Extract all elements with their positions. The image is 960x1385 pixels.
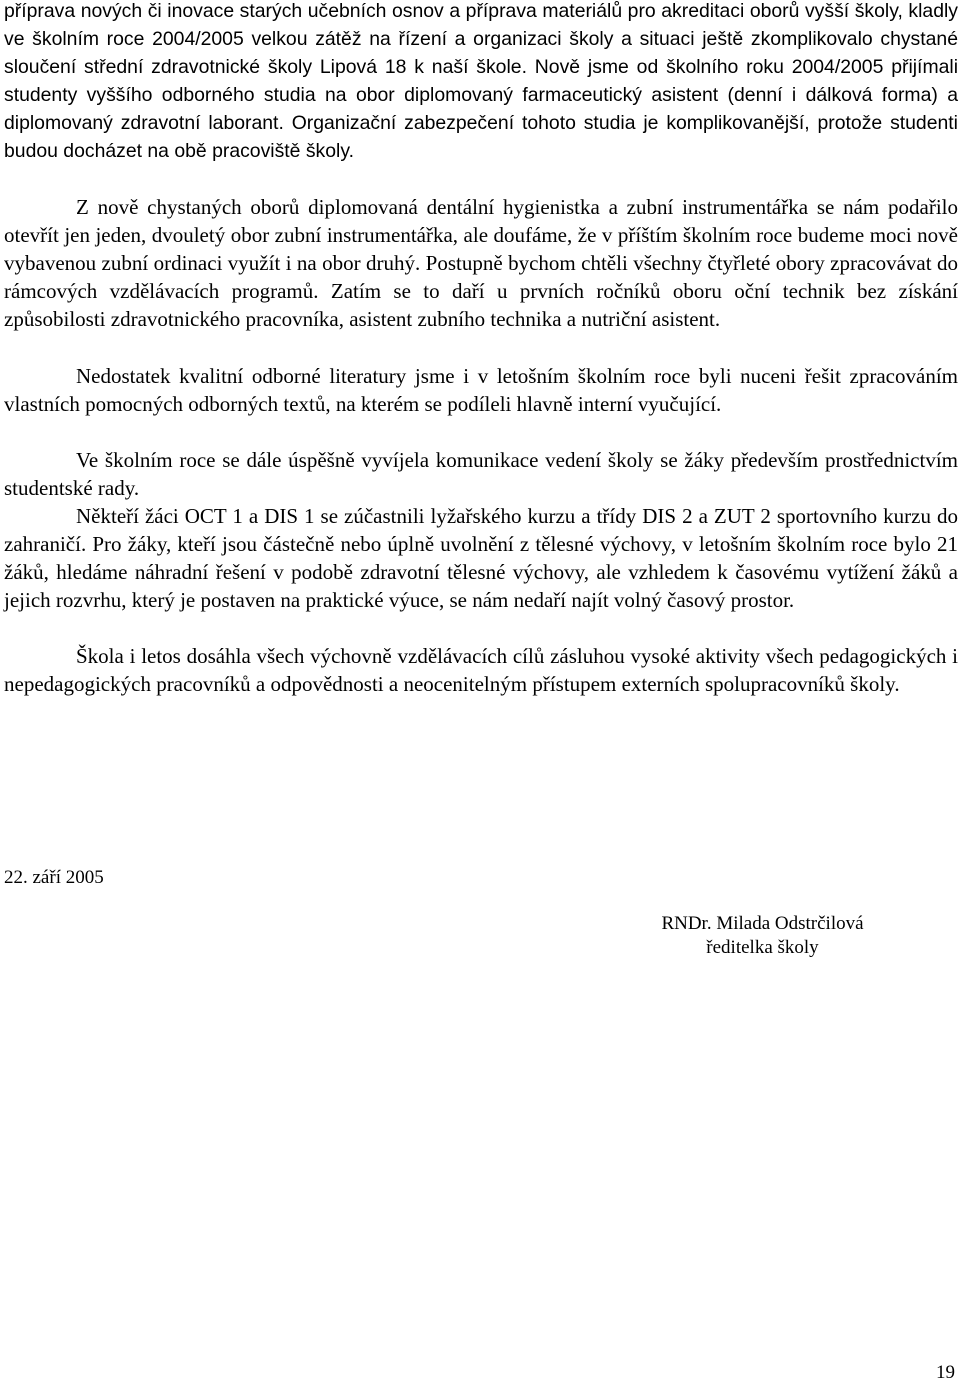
signatory-role: ředitelka školy [706, 937, 819, 958]
paragraph-5: Někteří žáci OCT 1 a DIS 1 se zúčastnili lyžařského kurzu a třídy DIS 2 a ZUT 2 sportovního kurzu do zahraničí. Pro žáky, kteří jsou částečně nebo úplně uvolnění z tělesné výchovy, v letošním školním roce bylo 21 žáků, hledáme náhradní řešení v podobě zdravotní tělesné výchovy, ale vzhledem k časovému vytížení žáků a jejich rozvrhu, který je postaven na praktické výuce, se nám nedaří najít volný časový prostor. [4, 504, 958, 612]
page-number: 19 [936, 1362, 955, 1383]
document-date: 22. září 2005 [4, 867, 104, 888]
paragraph-3: Nedostatek kvalitní odborné literatury jsme i v letošním školním roce byli nuceni řešit zpracováním vlastních pomocných odborných textů, na kterém se podíleli hlavně interní vyučující. [4, 364, 958, 416]
signature-block [620, 912, 905, 960]
paragraph-4: Ve školním roce se dále úspěšně vyvíjela komunikace vedení školy se žáky především prostřednictvím studentské rady. [4, 448, 958, 500]
paragraph-2: Z nově chystaných oborů diplomovaná dentální hygienistka a zubní instrumentářka se nám podařilo otevřít jen jeden, dvouletý obor zubní instrumentářka, ale doufáme, že v příštím školním roce budeme moci nově vybavenou zubní ordinaci využít i na obor druhý. Postupně bychom chtěli všechny čtyřleté obory zpracovávat do rámcových vzdělávacích programů. Zatím se to daří u prvních ročníků oboru oční technik bez získání způsobilosti zdravotnického pracovníka, asistent zubního technika a nutriční asistent. [4, 195, 958, 331]
paragraph-1: příprava nových či inovace starých učebních osnov a příprava materiálů pro akreditaci oborů vyšší školy, kladly ve školním roce 2004/2005 velkou zátěž na řízení a organizaci školy a situaci ještě zkomplikovalo chystané sloučení střední zdravotnické školy Lipová 18 k naší škole. Nově jsme od školního roku 2004/2005 přijímali studenty vyššího odborného studia na obor diplomovaný farmaceutický asistent (denní i dálková forma) a diplomovaný zdravotní laborant. Organizační zabezpečení tohoto studia je komplikovanější, protože studenti budou docházet na obě pracoviště školy. [4, 0, 958, 162]
signatory-name: RNDr. Milada Odstrčilová [661, 913, 864, 934]
paragraph-6: Škola i letos dosáhla všech výchovně vzdělávacích cílů zásluhou vysoké aktivity všech pedagogických i nepedagogických pracovníků a odpovědnosti a neocenitelným přístupem externích spolupracovníků školy. [4, 644, 958, 696]
